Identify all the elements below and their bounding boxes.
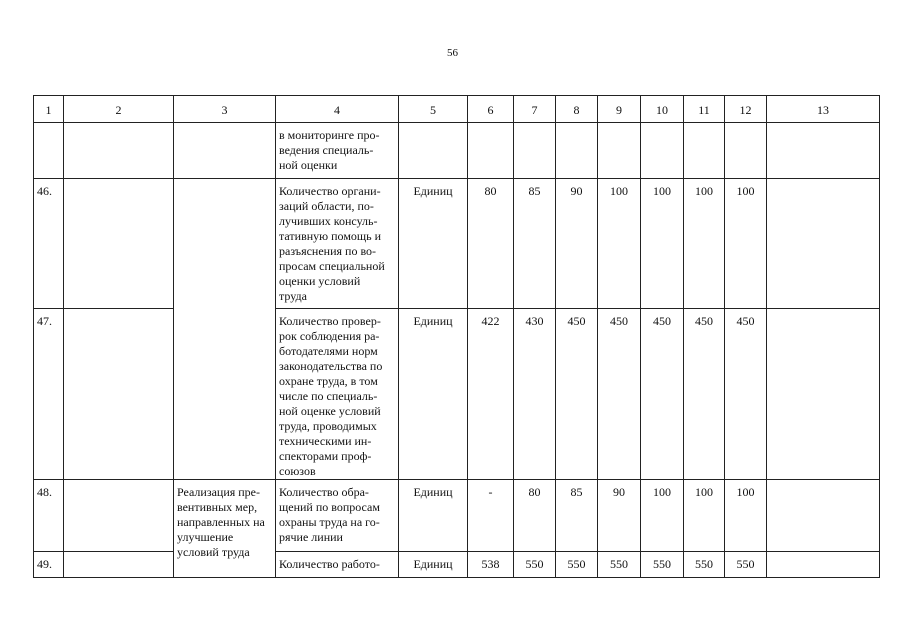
indicators-table: [33, 95, 880, 578]
indicator-text: Количество работо-: [276, 552, 399, 578]
row-number: 48.: [34, 480, 64, 552]
row-number: 49.: [34, 552, 64, 578]
value-cell: 85: [556, 480, 598, 552]
row-number: 46.: [34, 179, 64, 309]
value-cell: 422: [468, 309, 514, 480]
header-cell: 7: [514, 96, 556, 123]
header-cell: 5: [399, 96, 468, 123]
value-cell: 100: [598, 179, 641, 309]
table-row-continuation: [34, 123, 880, 179]
value-cell: 550: [641, 552, 684, 578]
unit-cell: Единиц: [399, 309, 468, 480]
header-cell: 8: [556, 96, 598, 123]
header-cell: 3: [174, 96, 276, 123]
table-row: [34, 309, 880, 480]
indicator-text: Количество органи- заций области, по- лучивших консуль- тативную помощь и разъяснения по во- просам специальной оценки условий труда: [276, 179, 399, 309]
measure-text: Реализация пре- вентивных мер, направленных на улучшение условий труда: [174, 480, 276, 578]
value-cell: 550: [514, 552, 556, 578]
row-number: 47.: [34, 309, 64, 480]
value-cell: 450: [684, 309, 725, 480]
indicator-text: Количество провер- рок соблюдения ра- ботодателями норм законодательства по охране труда, в том числе по специаль- ной оценке условий труда, проводимых техническими ин- спекторами проф- союзов: [276, 309, 399, 480]
value-cell: 100: [725, 179, 767, 309]
header-cell: 4: [276, 96, 399, 123]
value-cell: 90: [556, 179, 598, 309]
value-cell: 100: [684, 179, 725, 309]
value-cell: 550: [684, 552, 725, 578]
value-cell: 538: [468, 552, 514, 578]
unit-cell: Единиц: [399, 480, 468, 552]
value-cell: 80: [514, 480, 556, 552]
value-cell: 450: [556, 309, 598, 480]
table-row: [34, 552, 880, 578]
header-cell: 6: [468, 96, 514, 123]
measure-cell-empty: [174, 179, 276, 480]
value-cell: 100: [725, 480, 767, 552]
header-row: [34, 96, 880, 123]
table-row: [34, 179, 880, 309]
indicator-text: в мониторинге про- ведения специаль- ной оценки: [276, 123, 399, 179]
header-cell: 2: [64, 96, 174, 123]
value-cell: 550: [598, 552, 641, 578]
header-cell: 1: [34, 96, 64, 123]
table-row: [34, 480, 880, 552]
indicator-text: Количество обра- щений по вопросам охраны труда на го- рячие линии: [276, 480, 399, 552]
value-cell: 100: [641, 179, 684, 309]
value-cell: 450: [598, 309, 641, 480]
value-cell: 550: [556, 552, 598, 578]
value-cell: 450: [641, 309, 684, 480]
header-cell: 10: [641, 96, 684, 123]
header-cell: 13: [767, 96, 880, 123]
value-cell: 80: [468, 179, 514, 309]
value-cell: 100: [684, 480, 725, 552]
value-cell: 550: [725, 552, 767, 578]
header-cell: 9: [598, 96, 641, 123]
header-cell: 12: [725, 96, 767, 123]
header-cell: 11: [684, 96, 725, 123]
value-cell: -: [468, 480, 514, 552]
value-cell: 90: [598, 480, 641, 552]
value-cell: 85: [514, 179, 556, 309]
value-cell: 100: [641, 480, 684, 552]
value-cell: 450: [725, 309, 767, 480]
unit-cell: Единиц: [399, 552, 468, 578]
page-number: 56: [447, 47, 458, 59]
value-cell: 430: [514, 309, 556, 480]
unit-cell: Единиц: [399, 179, 468, 309]
